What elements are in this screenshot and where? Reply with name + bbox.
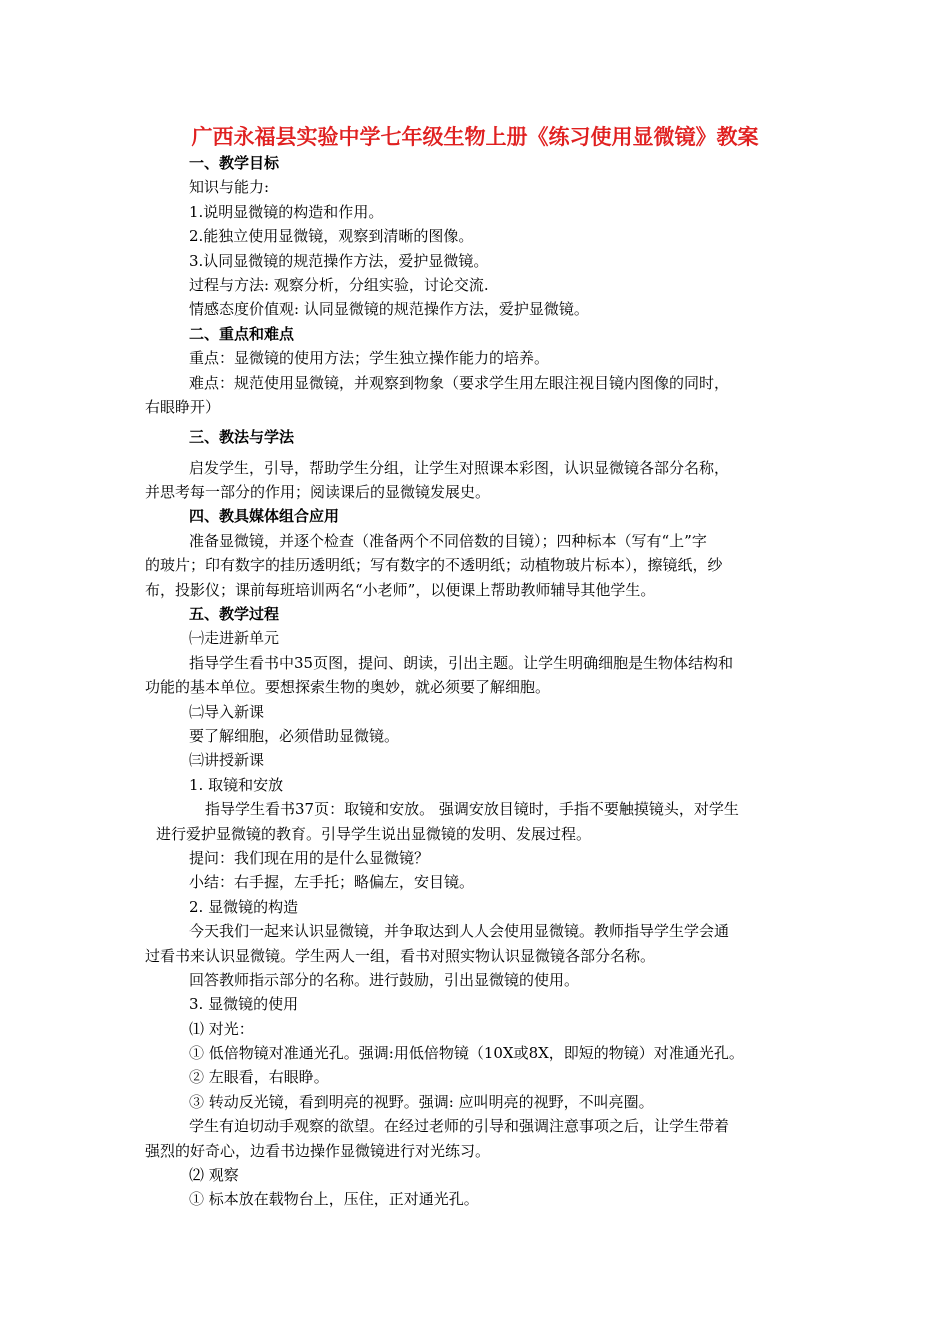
section-heading-methods: 三、教法与学法	[189, 428, 295, 447]
paragraph-line: 知识与能力:	[189, 178, 270, 197]
subsection-heading: ㈠走进新单元	[189, 629, 280, 648]
paragraph-line: 启发学生，引导，帮助学生分组，让学生对照课本彩图，认识显微镜各部分名称，	[189, 458, 730, 477]
paragraph-line: 学生有迫切动手观察的欲望。在经过老师的引导和强调注意事项之后，让学生带着	[189, 1117, 730, 1136]
section-heading-media: 四、教具媒体组合应用	[189, 507, 340, 526]
list-item: ① 标本放在载物台上，压住，正对通光孔。	[189, 1190, 479, 1209]
section-heading-objectives: 一、教学目标	[189, 154, 280, 172]
paragraph-line: 要了解细胞，必须借助显微镜。	[189, 726, 400, 745]
list-item: ② 左眼看，右眼睁。	[189, 1068, 329, 1087]
list-item-heading: 1. 取镜和安放	[189, 775, 284, 794]
list-item: ⑴ 对光：	[189, 1019, 254, 1038]
paragraph-line: 进行爱护显微镜的教育。引导学生说出显微镜的发明、发展过程。	[156, 824, 592, 843]
document-title: 广西永福县实验中学七年级生物上册《练习使用显微镜》教案	[191, 125, 759, 149]
paragraph-line: 小结：右手握，左手托；略偏左，安目镜。	[189, 873, 475, 892]
section-heading-key-points: 二、重点和难点	[189, 324, 295, 343]
paragraph-line: 3.认同显微镜的规范操作方法，爱护显微镜。	[189, 251, 489, 270]
paragraph-line: 过看书来认识显微镜。学生两人一组，看书对照实物认识显微镜各部分名称。	[145, 946, 656, 965]
paragraph-line: 并思考每一部分的作用；阅读课后的显微镜发展史。	[145, 483, 491, 502]
paragraph-line: 回答教师指示部分的名称。进行鼓励，引出显微镜的使用。	[189, 970, 580, 989]
document-body	[145, 151, 810, 1212]
paragraph-line: 难点：规范使用显微镜，并观察到物象（要求学生用左眼注视目镜内图像的同时，	[189, 373, 730, 392]
paragraph-line: 提问：我们现在用的是什么显微镜？	[189, 848, 430, 867]
subsection-heading: ㈢讲授新课	[189, 751, 265, 770]
list-item: ③ 转动反光镜，看到明亮的视野。强调: 应叫明亮的视野，不叫亮圈。	[189, 1092, 654, 1111]
paragraph-line: 今天我们一起来认识显微镜，并争取达到人人会使用显微镜。教师指导学生学会通	[189, 922, 730, 941]
list-item: ① 低倍物镜对准通光孔。强调:用低倍物镜（10X或8X，即短的物镜）对准通光孔。	[189, 1044, 744, 1063]
paragraph-line: 布，投影仪；课前每班培训两名“小老师”，以便课上帮助教师辅导其他学生。	[145, 580, 656, 599]
paragraph-line: 情感态度价值观: 认同显微镜的规范操作方法，爱护显微镜。	[189, 300, 589, 319]
paragraph-line: 1.说明显微镜的构造和作用。	[189, 202, 384, 221]
list-item-heading: 3. 显微镜的使用	[189, 995, 299, 1014]
paragraph-line: 准备显微镜，并逐个检查（准备两个不同倍数的目镜）；四种标本（写有“上”字	[189, 531, 707, 550]
section-heading-process: 五、教学过程	[189, 605, 280, 624]
paragraph-line: 过程与方法: 观察分析，分组实验，讨论交流.	[189, 275, 489, 294]
paragraph-line: 的玻片；印有数字的挂历透明纸；写有数字的不透明纸；动植物玻片标本），擦镜纸，纱	[145, 556, 723, 575]
paragraph-line: 指导学生看书中35页图，提问、朗读，引出主题。让学生明确细胞是生物体结构和	[189, 653, 734, 672]
list-item-heading: 2. 显微镜的构造	[189, 897, 299, 916]
subsection-heading: ㈡导入新课	[189, 702, 265, 721]
paragraph-line: 右眼睁开）	[145, 397, 221, 416]
paragraph-line: 功能的基本单位。要想探索生物的奥妙，就必须要了解细胞。	[145, 678, 551, 697]
paragraph-line: 指导学生看书37页：取镜和安放。 强调安放目镜时，手指不要触摸镜头，对学生	[205, 800, 739, 819]
paragraph-line: 强烈的好奇心，边看书边操作显微镜进行对光练习。	[145, 1141, 491, 1160]
paragraph-line: 2.能独立使用显微镜，观察到清晰的图像。	[189, 227, 474, 246]
list-item: ⑵ 观察	[189, 1166, 239, 1185]
paragraph-line: 重点：显微镜的使用方法；学生独立操作能力的培养。	[189, 349, 550, 368]
